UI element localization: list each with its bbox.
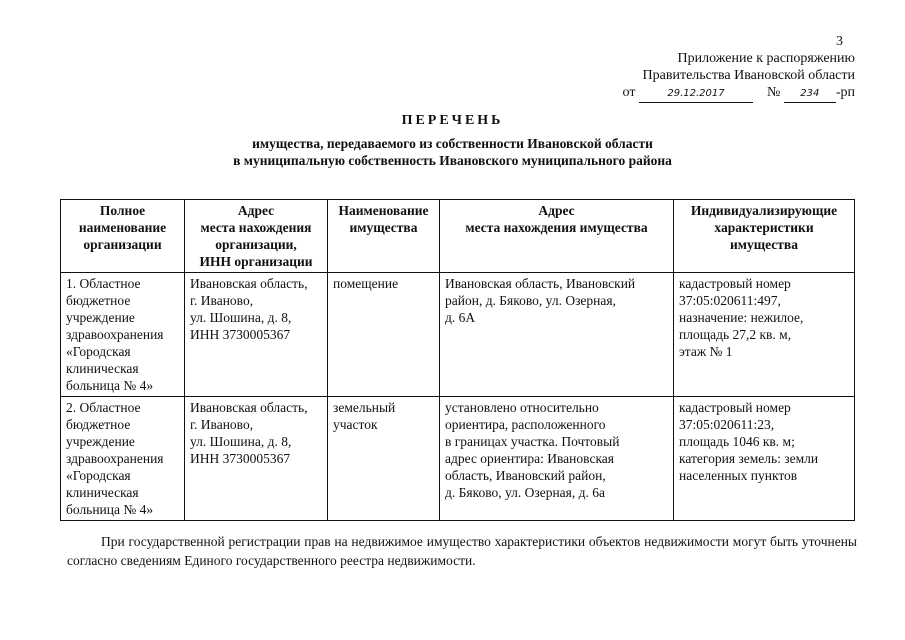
cell-line: ориентира, расположенного: [445, 417, 606, 432]
header-line: ИНН организации: [199, 254, 313, 269]
table-header-row: [61, 200, 855, 273]
cell-line: Ивановская область,: [190, 400, 308, 415]
date-prefix: от: [622, 85, 636, 100]
header-line: Полное: [99, 203, 146, 218]
cell-line: категория земель: земли: [679, 451, 819, 466]
appendix-line-2: Правительства Ивановской области: [642, 68, 855, 83]
cell-property-address: [440, 397, 674, 521]
cell-property-name: [328, 273, 440, 397]
appendix-header: [475, 50, 855, 103]
cell-property-name: [328, 397, 440, 521]
handwritten-date: 29.12.2017: [639, 85, 753, 103]
header-line: характеристики: [714, 220, 814, 235]
cell-line: назначение: нежилое,: [679, 310, 804, 325]
cell-line: учреждение: [66, 310, 135, 325]
header-line: наименование: [78, 220, 167, 235]
subtitle-line-1: имущества, передаваемого из собственности Ивановской области: [252, 136, 653, 151]
cell-line: район, д. Бяково, ул. Озерная,: [445, 293, 616, 308]
header-line: Адрес: [538, 203, 575, 218]
cell-line: адрес ориентира: Ивановская: [445, 451, 614, 466]
header-line: имущества: [349, 220, 418, 235]
cell-line: помещение: [333, 276, 399, 291]
cell-line: Ивановская область,: [190, 276, 308, 291]
cell-line: клиническая: [66, 361, 139, 376]
cell-line: бюджетное: [66, 417, 131, 432]
cell-line: область, Ивановский район,: [445, 468, 606, 483]
number-prefix: №: [766, 85, 781, 100]
cell-line: площадь 1046 кв. м;: [679, 434, 795, 449]
cell-line: г. Иваново,: [190, 293, 254, 308]
document-title: ПЕРЕЧЕНЬ: [401, 113, 504, 128]
header-line: места нахождения: [200, 220, 312, 235]
header-line: имущества: [730, 237, 798, 252]
cell-line: бюджетное: [66, 293, 131, 308]
cell-line: «Городская: [66, 344, 131, 359]
cell-line: 37:05:020611:497,: [679, 293, 781, 308]
cell-line: учреждение: [66, 434, 135, 449]
number-suffix: -рп: [835, 85, 855, 100]
header-line: организации: [83, 237, 162, 252]
footnote-paragraph: При государственной регистрации прав на недвижимое имущество характеристики объектов недвижимости могут быть уточнены согласно сведениям Единого государственного реестра недвижимости.: [67, 534, 857, 568]
header-line: места нахождения имущества: [465, 220, 648, 235]
header-line: Адрес: [237, 203, 275, 218]
header-property-address: [440, 200, 674, 273]
cell-characteristics: [674, 273, 855, 397]
cell-line: 1. Областное: [66, 276, 141, 291]
property-table: [60, 199, 855, 521]
cell-line: больница № 4»: [66, 502, 154, 517]
appendix-date-line: [475, 84, 855, 103]
cell-line: «Городская: [66, 468, 131, 483]
subtitle-line-2: в муниципальную собственность Ивановского муниципального района: [233, 153, 672, 168]
document-subtitle: [0, 135, 905, 169]
header-line: организации,: [215, 237, 297, 252]
header-org-address: [185, 200, 328, 273]
cell-line: д. Бяково, ул. Озерная, д. 6а: [445, 485, 605, 500]
cell-line: участок: [333, 417, 378, 432]
cell-line: населенных пунктов: [679, 468, 798, 483]
handwritten-number: 234: [784, 85, 836, 103]
cell-line: Ивановская область, Ивановский: [445, 276, 636, 291]
table-row: [61, 273, 855, 397]
header-property-name: [328, 200, 440, 273]
cell-line: больница № 4»: [66, 378, 154, 393]
cell-line: кадастровый номер: [679, 276, 791, 291]
cell-line: кадастровый номер: [679, 400, 791, 415]
cell-org-address: [185, 273, 328, 397]
cell-organization: [61, 273, 185, 397]
cell-line: установлено относительно: [445, 400, 599, 415]
cell-line: ул. Шошина, д. 8,: [190, 310, 292, 325]
cell-line: клиническая: [66, 485, 139, 500]
header-line: Наименование: [338, 203, 429, 218]
header-line: Индивидуализирующие: [690, 203, 838, 218]
cell-organization: [61, 397, 185, 521]
cell-line: в границах участка. Почтовый: [445, 434, 620, 449]
appendix-line-1: Приложение к распоряжению: [677, 51, 855, 66]
cell-line: д. 6А: [445, 310, 476, 325]
cell-line: земельный: [333, 400, 396, 415]
cell-property-address: [440, 273, 674, 397]
page-number: 3: [836, 34, 843, 49]
cell-line: 37:05:020611:23,: [679, 417, 775, 432]
cell-line: здравоохранения: [66, 451, 164, 466]
cell-line: этаж № 1: [679, 344, 733, 359]
cell-line: ИНН 3730005367: [190, 327, 291, 342]
cell-line: ИНН 3730005367: [190, 451, 291, 466]
cell-org-address: [185, 397, 328, 521]
cell-line: ул. Шошина, д. 8,: [190, 434, 292, 449]
cell-line: г. Иваново,: [190, 417, 254, 432]
cell-line: здравоохранения: [66, 327, 164, 342]
table-row: [61, 397, 855, 521]
header-organization: [61, 200, 185, 273]
cell-line: 2. Областное: [66, 400, 141, 415]
header-characteristics: [674, 200, 855, 273]
cell-line: площадь 27,2 кв. м,: [679, 327, 792, 342]
cell-characteristics: [674, 397, 855, 521]
